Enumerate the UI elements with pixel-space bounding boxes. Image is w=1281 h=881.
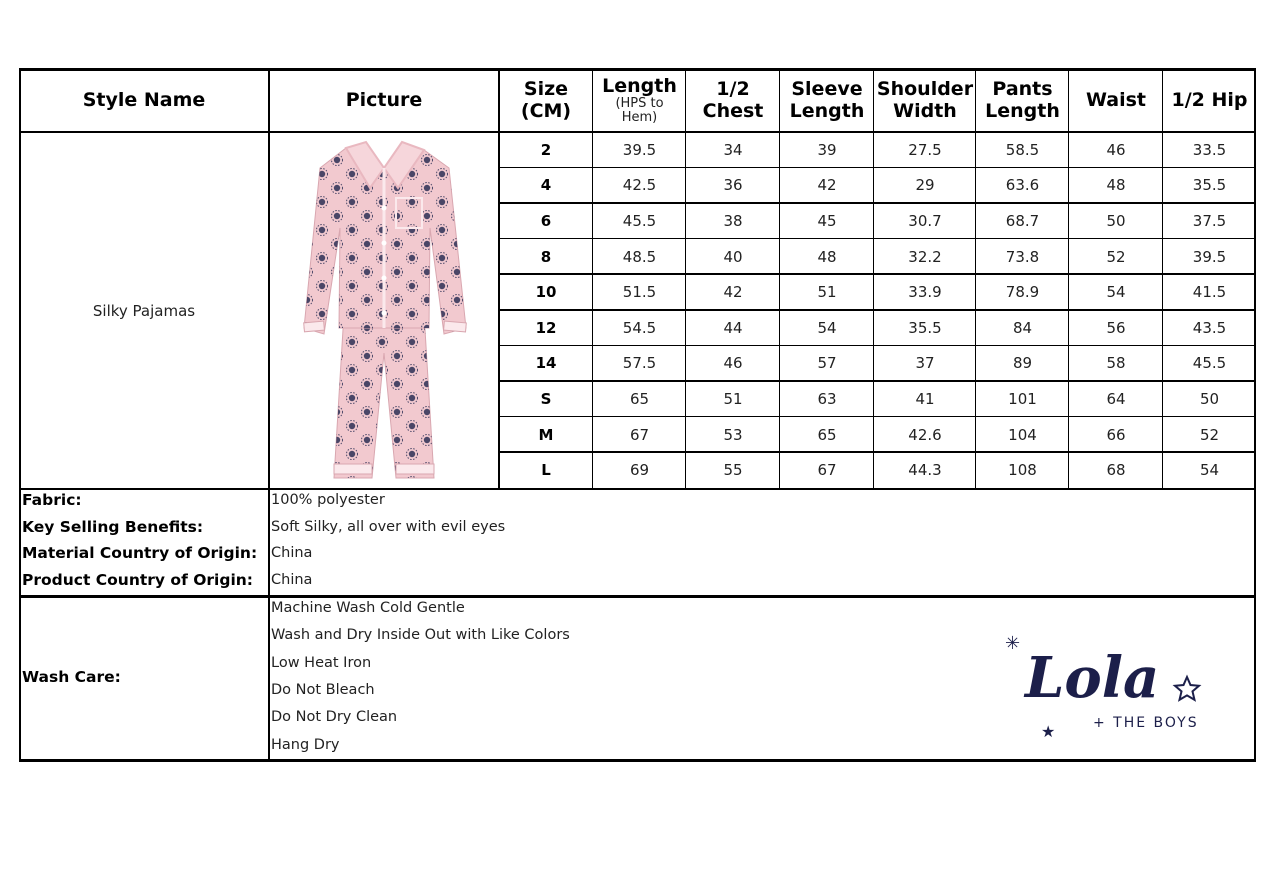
logo-tagline: + THE BOYS [1093,715,1199,731]
row-line [498,416,1256,418]
cell-shoulder: 33.9 [908,283,942,302]
cell-shoulder: 41 [915,389,935,408]
cell-length: 69 [629,461,650,480]
cell-pants: 84 [1012,318,1033,337]
details-bottom-divider [19,595,1256,598]
cell-shoulder: 44.3 [908,461,942,480]
cell-shoulder: 35.5 [908,318,942,337]
border-bottom [19,759,1256,762]
cell-pants: 58.5 [1005,140,1040,159]
cell-pants: 78.9 [1005,283,1040,302]
col-line [498,68,500,489]
col-line [1068,68,1069,489]
header-half-chest: 1/2 Chest [702,78,764,122]
header-divider [19,131,1256,133]
lola-logo-icon [1001,625,1211,745]
cell-half-chest: 55 [723,461,743,480]
cell-waist: 64 [1106,389,1126,408]
wash-care-item: Do Not Dry Clean [271,709,398,726]
cell-pants: 68.7 [1005,211,1040,230]
detail-value: China [271,545,313,561]
cell-sleeve: 57 [817,354,837,373]
cell-waist: 56 [1106,318,1126,337]
cell-length: 45.5 [622,211,657,230]
row-line [498,238,1256,240]
header-shoulder-width: Shoulder Width [876,78,974,122]
cell-shoulder: 37 [915,354,935,373]
cell-pants: 101 [1008,389,1037,408]
cell-half-chest: 51 [723,389,743,408]
cell-sleeve: 54 [817,318,837,337]
cell-half-chest: 40 [723,247,743,266]
cell-sleeve: 48 [817,247,837,266]
detail-label: Key Selling Benefits: [22,517,204,536]
cell-size: 12 [535,318,557,337]
cell-pants: 89 [1012,354,1033,373]
cell-length: 65 [629,389,650,408]
detail-value: China [271,571,313,588]
cell-half-chest: 34 [723,140,743,159]
cell-pants: 63.6 [1005,176,1040,195]
row-line [498,309,1256,311]
cell-shoulder: 42.6 [908,425,942,444]
row-line [498,202,1256,204]
cell-waist: 54 [1106,283,1126,302]
wash-care-item: Do Not Bleach [271,681,375,698]
logo-wordmark: Lola [1025,645,1160,711]
cell-sleeve: 39 [817,140,837,159]
cell-size: S [540,389,552,408]
cell-half-hip: 37.5 [1192,211,1227,230]
pajamas-picture [284,138,484,483]
picture-cell [269,132,499,489]
cell-sleeve: 42 [817,176,837,195]
cell-length: 51.5 [622,283,657,302]
cell-waist: 46 [1106,140,1126,159]
header-half-hip: 1/2 Hip [1171,89,1248,111]
cell-sleeve: 67 [817,461,837,480]
cell-length: 39.5 [622,140,657,159]
cell-waist: 66 [1106,425,1126,444]
col-line [975,68,976,489]
detail-label: Fabric: [22,491,82,509]
cell-half-hip: 39.5 [1192,247,1227,266]
cell-pants: 108 [1008,461,1037,480]
wash-care-item: Wash and Dry Inside Out with Like Colors [271,627,570,644]
header-sleeve-length: Sleeve Length [789,78,865,122]
cell-half-hip: 43.5 [1192,318,1227,337]
row-line [498,167,1256,169]
col-line-1 [268,68,270,762]
row-line [498,345,1256,347]
cell-size: 10 [535,283,557,302]
cell-half-hip: 50 [1199,389,1220,408]
cell-size: 8 [540,247,552,266]
cell-length: 57.5 [622,354,657,373]
header-size: Size (CM) [520,78,572,122]
cell-half-hip: 35.5 [1192,176,1227,195]
col-line [779,68,780,489]
header-waist: Waist [1085,89,1146,111]
cell-half-chest: 36 [723,176,743,195]
cell-sleeve: 51 [817,283,837,302]
brand-logo [1001,625,1211,745]
style-name-cell: Silky Pajamas [92,301,196,320]
detail-value: 100% polyester [271,492,385,508]
cell-half-chest: 44 [723,318,743,337]
cell-size: M [538,425,554,444]
cell-half-chest: 42 [723,283,743,302]
row-line [498,380,1256,382]
header-length: Length (HPS to Hem) [602,75,677,125]
col-line [685,68,686,489]
cell-shoulder: 30.7 [908,211,942,230]
size-chart-table [19,68,1256,762]
header-length-note: (HPS to Hem) [615,96,664,125]
cell-size: 6 [540,211,552,230]
cell-half-hip: 41.5 [1192,283,1227,302]
cell-waist: 58 [1106,354,1126,373]
cell-size: 14 [535,354,557,373]
cell-shoulder: 27.5 [908,140,942,159]
cell-half-hip: 33.5 [1192,140,1227,159]
border-left [19,68,21,762]
svg-text:★: ★ [1041,722,1056,741]
border-top [19,68,1256,71]
wash-care-item: Machine Wash Cold Gentle [271,600,465,616]
wash-care-item: Low Heat Iron [271,654,372,671]
cell-size: 2 [540,140,552,159]
header-pants-length: Pants Length [985,78,1060,122]
cell-shoulder: 32.2 [908,247,942,266]
cell-waist: 52 [1106,247,1126,266]
cell-waist: 50 [1106,211,1126,230]
cell-shoulder: 29 [915,176,935,195]
cell-length: 42.5 [622,176,657,195]
cell-half-hip: 52 [1199,425,1220,444]
wash-care-label: Wash Care: [22,668,121,686]
detail-value: Soft Silky, all over with evil eyes [271,518,506,535]
cell-pants: 73.8 [1005,247,1040,266]
col-line [873,68,874,489]
col-line [1162,68,1163,489]
cell-half-hip: 45.5 [1192,354,1227,373]
header-style-name: Style Name [82,89,206,111]
row-line [498,451,1256,453]
cell-pants: 104 [1008,425,1037,444]
wash-care-item: Hang Dry [271,736,340,753]
cell-length: 54.5 [622,318,657,337]
cell-half-chest: 38 [723,211,743,230]
header-picture: Picture [345,89,423,111]
row-line [498,273,1256,275]
cell-sleeve: 63 [817,389,837,408]
cell-sleeve: 45 [817,211,837,230]
cell-sleeve: 65 [817,425,837,444]
cell-size: L [541,461,551,480]
svg-text:✳: ✳ [1005,633,1021,654]
cell-length: 67 [629,425,650,444]
detail-label: Product Country of Origin: [22,570,253,589]
cell-half-chest: 53 [723,425,743,444]
cell-half-hip: 54 [1199,461,1220,480]
table-bottom-divider [19,488,1256,490]
cell-size: 4 [540,176,552,195]
cell-waist: 68 [1106,461,1126,480]
cell-half-chest: 46 [723,354,743,373]
cell-waist: 48 [1106,176,1126,195]
col-line [592,68,593,489]
detail-label: Material Country of Origin: [22,544,258,562]
cell-length: 48.5 [622,247,657,266]
